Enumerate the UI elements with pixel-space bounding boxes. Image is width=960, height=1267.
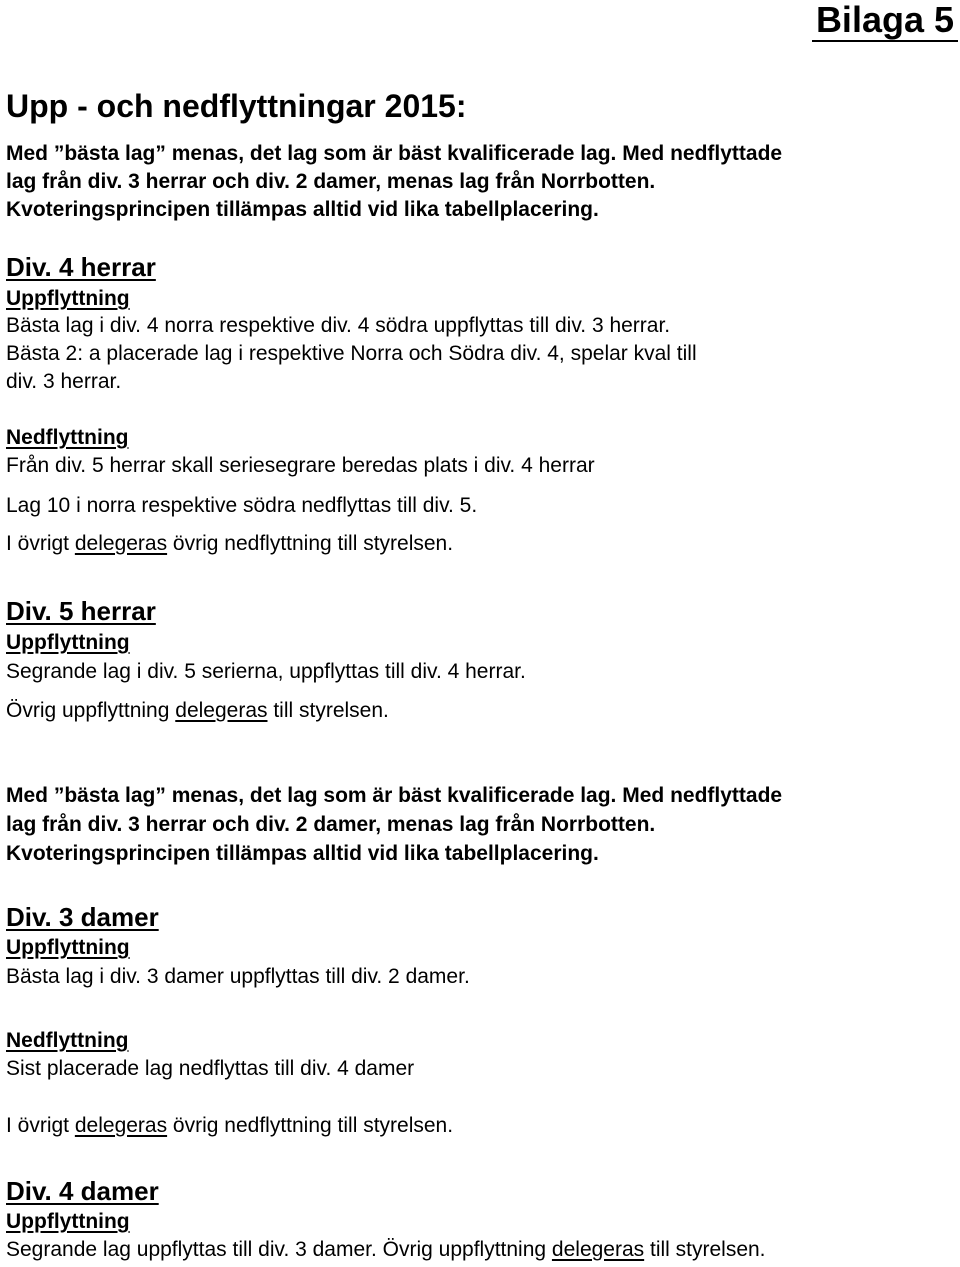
body-text: Bästa lag i div. 3 damer uppflyttas till div. 2 damer.	[6, 965, 470, 988]
text-suffix: övrig nedflyttning till styrelsen.	[167, 1114, 454, 1137]
intro-line: lag från div. 3 herrar och div. 2 damer, menas lag från Norrbotten.	[6, 170, 656, 193]
intro-line: lag från div. 3 herrar och div. 2 damer, menas lag från Norrbotten.	[6, 813, 656, 836]
intro-line: Med ”bästa lag” menas, det lag som är bäst kvalificerade lag. Med nedflyttade	[6, 784, 783, 807]
body-text: Lag 10 i norra respektive södra nedflyttas till div. 5.	[6, 494, 478, 517]
body-text: Från div. 5 herrar skall seriesegrare beredas plats i div. 4 herrar	[6, 454, 595, 477]
subheading-uppflyttning: Uppflyttning	[6, 287, 130, 310]
delegeras-text: delegeras	[551, 1238, 645, 1261]
body-text-delegation	[6, 1114, 453, 1138]
section-heading-div4-damer: Div. 4 damer	[6, 1176, 159, 1206]
body-text: Bästa lag i div. 4 norra respektive div. 4 södra uppflyttas till div. 3 herrar.	[6, 314, 671, 337]
text-prefix: I övrigt	[6, 532, 75, 555]
intro-line: Kvoteringsprincipen tillämpas alltid vid lika tabellplacering.	[6, 842, 599, 865]
text-suffix: till styrelsen.	[644, 1238, 766, 1261]
body-text: Sist placerade lag nedflyttas till div. 4 damer	[6, 1057, 415, 1080]
section-heading-div3-damer: Div. 3 damer	[6, 902, 159, 932]
body-text-delegation	[6, 1238, 766, 1262]
delegeras-text: delegeras	[74, 532, 168, 555]
subheading-nedflyttning: Nedflyttning	[6, 426, 129, 449]
subheading-uppflyttning: Uppflyttning	[6, 936, 130, 959]
body-text: Segrande lag i div. 5 serierna, uppflyttas till div. 4 herrar.	[6, 660, 526, 683]
body-text: Bästa 2: a placerade lag i respektive Norra och Södra div. 4, spelar kval till	[6, 342, 697, 365]
subheading-uppflyttning: Uppflyttning	[6, 1210, 130, 1233]
intro-line: Med ”bästa lag” menas, det lag som är bäst kvalificerade lag. Med nedflyttade	[6, 142, 783, 165]
page-title: Upp - och nedflyttningar 2015:	[6, 88, 467, 124]
body-text-delegation	[6, 699, 389, 723]
delegeras-text: delegeras	[74, 1114, 168, 1137]
text-prefix: I övrigt	[6, 1114, 75, 1137]
body-text: div. 3 herrar.	[6, 370, 122, 393]
text-suffix: övrig nedflyttning till styrelsen.	[167, 532, 454, 555]
text-suffix: till styrelsen.	[267, 699, 389, 722]
delegeras-text: delegeras	[175, 699, 268, 722]
section-heading-div5-herrar: Div. 5 herrar	[6, 596, 156, 626]
text-prefix: Segrande lag uppflyttas till div. 3 damer. Övrig uppflyttning	[6, 1238, 552, 1261]
text-prefix: Övrig uppflyttning	[6, 699, 176, 722]
subheading-uppflyttning: Uppflyttning	[6, 631, 130, 654]
body-text-delegation	[6, 532, 453, 556]
subheading-nedflyttning: Nedflyttning	[6, 1029, 129, 1052]
section-heading-div4-herrar: Div. 4 herrar	[6, 252, 156, 282]
appendix-badge: Bilaga 5	[812, 0, 958, 42]
intro-line: Kvoteringsprincipen tillämpas alltid vid lika tabellplacering.	[6, 198, 599, 221]
